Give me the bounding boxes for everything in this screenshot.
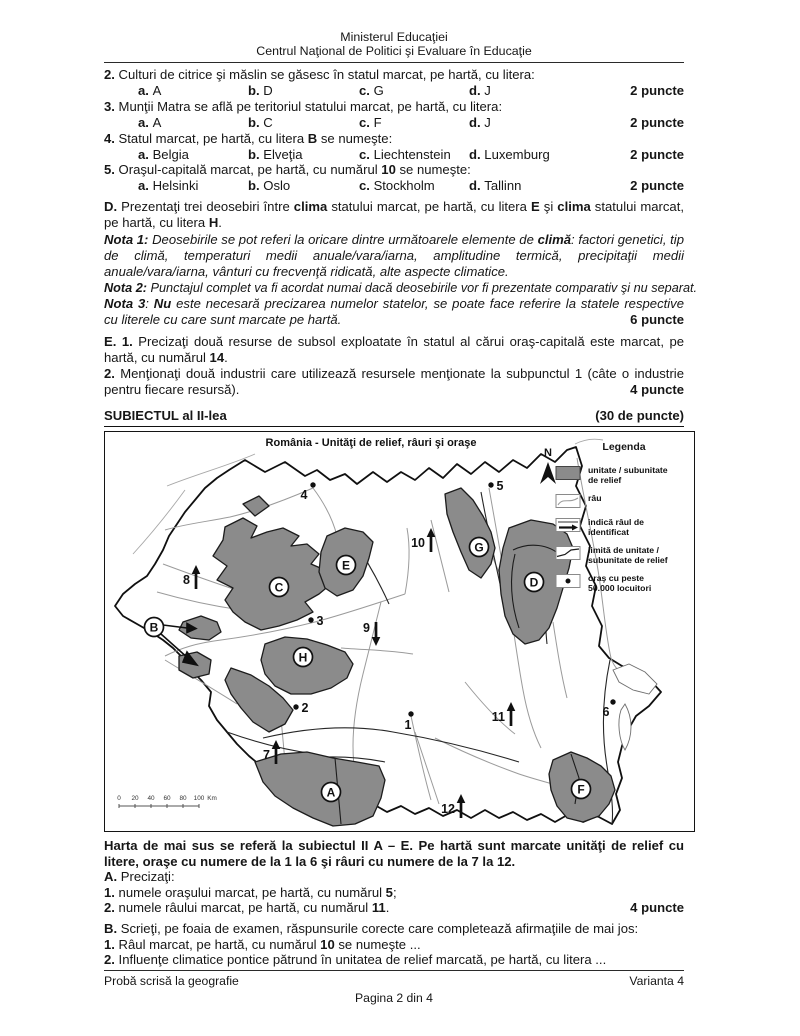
city-dot-4 xyxy=(310,482,315,487)
river-number-8: 8 xyxy=(183,573,190,587)
legend-item-label: limită de unitate / subunitate de relief xyxy=(588,544,668,565)
points-badge: 2 puncte xyxy=(630,114,684,130)
points-badge: 6 puncte xyxy=(630,312,684,328)
city-dot-3 xyxy=(308,617,313,622)
question-5-option-c: c. Stockholm xyxy=(359,178,435,194)
nota-1: Nota 1: Deosebirile se pot referi la oricare dintre următoarele elemente de climă: factori genetici, tip de climă, temperaturi medii anuale/vara/iarna, amplitudine termică, precipitaţii medii anuale/vara/iarna, vânturi cu frecvenţă ridicată, alte aspecte climatice. xyxy=(104,232,684,280)
question-5-stem: 5. Oraşul-capitală marcat, pe hartă, cu numărul 10 se numeşte: xyxy=(104,162,471,178)
relief-letter-F: F xyxy=(577,782,585,797)
city-dot-1 xyxy=(408,711,413,716)
city-number-2: 2 xyxy=(301,701,309,715)
question-2-option-c: c. G xyxy=(359,82,384,98)
section-a-item-2-row xyxy=(104,900,684,916)
question-4-option-a: a. Belgia xyxy=(138,146,189,162)
nota-3-text: Nota 3: Nu este necesară precizarea numelor statelor, se poate face referire la statele respective cu literele cu care sunt marcate pe hartă. xyxy=(104,296,684,328)
legend-items xyxy=(555,465,693,593)
question-4-options xyxy=(104,147,684,163)
city-number-4: 4 xyxy=(300,488,308,502)
city-symbol xyxy=(555,573,582,589)
nota-3 xyxy=(104,296,684,328)
header-center: Centrul Naţional de Politici şi Evaluare în Educaţie xyxy=(256,44,532,58)
notes-block xyxy=(104,232,698,329)
legend-item-label: râu xyxy=(588,492,602,503)
legend-item-river-arrow xyxy=(555,517,693,537)
river-arrow-symbol xyxy=(555,517,582,533)
section-a-item-2: 2. numele râului marcat, pe hartă, cu numărul 11. xyxy=(104,900,390,916)
relief-letter-D: D xyxy=(529,575,539,590)
scale-unit: Km xyxy=(207,795,217,802)
legend-item-label: oraş cu peste 50.000 locuitori xyxy=(588,572,652,593)
scale-label-60: 60 xyxy=(163,795,171,802)
question-3-option-b: b. C xyxy=(248,114,273,130)
question-4-stem: 4. Statul marcat, pe hartă, cu litera B se numeşte: xyxy=(104,130,393,146)
question-3-options xyxy=(104,115,684,131)
river-number-12: 12 xyxy=(441,802,455,816)
question-4-option-b: b. Elveţia xyxy=(248,146,303,162)
city-number-1: 1 xyxy=(404,718,412,732)
river-symbol xyxy=(555,493,582,509)
legend-item-unit-limit xyxy=(555,545,693,565)
points-badge: 2 puncte xyxy=(630,146,684,162)
points-badge: 4 puncte xyxy=(630,900,684,916)
legend-item-river xyxy=(555,493,693,509)
question-4-option-c: c. Liechtenstein xyxy=(359,146,451,162)
subject2-points: (30 de puncte) xyxy=(595,408,684,423)
nota-2: Nota 2: Punctajul complet va fi acordat numai dacă deosebirile vor fi prezentate comparativ şi nu separat. xyxy=(104,281,698,296)
question-2-options xyxy=(104,83,684,99)
footer-exam-name: Probă scrisă la geografie xyxy=(104,974,239,988)
river-number-7: 7 xyxy=(263,748,270,762)
question-3-stem: 3. Munţii Matra se află pe teritoriul statului marcat, pe hartă, cu litera: xyxy=(104,98,503,114)
legend-item-relief-unit xyxy=(555,465,693,485)
after-map-block xyxy=(104,838,684,968)
question-5-option-a: a. Helsinki xyxy=(138,178,199,194)
map-reference-paragraph: Harta de mai sus se referă la subiectul II A – E. Pe hartă sunt marcate unităţi de relief cu litere, oraşe cu numere de la 1 la 6 şi râuri cu numere de la 7 la 12. xyxy=(104,838,684,869)
question-5-option-d: d. Tallinn xyxy=(469,178,522,194)
footer-variant: Varianta 4 xyxy=(629,974,684,988)
footer-page-number: Pagina 2 din 4 xyxy=(355,990,433,1005)
section-b-item-2: 2. Influenţe climatice pontice pătrund în unitatea de relief marcată, pe hartă, cu litera ... xyxy=(104,952,607,968)
legend-item-label: unitate / subunitate de relief xyxy=(588,464,668,485)
page-footer xyxy=(104,970,684,1007)
section-d-paragraph: D. Prezentaţi trei deosebiri între clima statului marcat, pe hartă, cu litera E şi clima statului marcat, pe hartă, cu litera H. xyxy=(104,199,684,230)
subject1-questions xyxy=(104,67,684,194)
question-2-option-b: b. D xyxy=(248,82,273,98)
question-3-option-a: a. A xyxy=(138,114,162,130)
map-legend xyxy=(555,440,693,601)
relief-letter-A: A xyxy=(326,785,336,800)
city-dot-5 xyxy=(488,482,493,487)
river-number-11: 11 xyxy=(491,710,505,724)
legend-title: Legenda xyxy=(602,441,646,453)
legend-item-city xyxy=(555,573,693,593)
north-label: N xyxy=(544,447,552,459)
city-number-6: 6 xyxy=(602,705,610,719)
points-badge: 4 puncte xyxy=(630,381,684,397)
section-e1-paragraph: E. 1. Precizaţi două resurse de subsol exploatate în statul al cărui oraş-capitală este marcat, pe hartă, cu numărul 14. xyxy=(104,334,685,365)
scale-label-20: 20 xyxy=(131,795,139,802)
relief-letter-C: C xyxy=(274,580,284,595)
section-e2-text: 2. Menţionaţi două industrii care utilizează resursele menţionate la subpunctul 1 (câte o industrie pentru fiecare resursă). xyxy=(104,365,684,397)
city-dot-6 xyxy=(610,699,615,704)
section-a-item-1: 1. numele oraşului marcat, pe hartă, cu numărul 5; xyxy=(104,884,397,900)
page-header xyxy=(104,30,684,63)
relief-letter-B: B xyxy=(149,620,159,635)
question-2-option-a: a. A xyxy=(138,82,162,98)
section-a-intro: A. Precizaţi: xyxy=(104,869,175,885)
scale-bar xyxy=(117,795,217,808)
relief-unit-symbol xyxy=(555,465,582,481)
subject2-title: SUBIECTUL al II-lea xyxy=(104,408,227,423)
scale-label-80: 80 xyxy=(179,795,187,802)
question-3-option-d: d. J xyxy=(469,114,491,130)
section-e2-paragraph xyxy=(104,366,684,398)
points-badge: 2 puncte xyxy=(630,82,684,98)
city-number-5: 5 xyxy=(496,479,504,493)
section-b-item-1: 1. Râul marcat, pe hartă, cu numărul 10 se numeşte ... xyxy=(104,936,421,952)
subject2-title-row xyxy=(104,408,684,427)
river-number-9: 9 xyxy=(363,621,370,635)
city-number-3: 3 xyxy=(316,614,324,628)
section-b-intro: B. Scrieţi, pe foaia de examen, răspunsurile corecte care completează afirmaţiile de mai jos: xyxy=(104,920,639,936)
scale-label-40: 40 xyxy=(147,795,155,802)
unit-limit-symbol xyxy=(555,545,582,561)
points-badge: 2 puncte xyxy=(630,178,684,194)
question-2-stem: 2. Culturi de citrice şi măslin se găsesc în statul marcat, pe hartă, cu litera: xyxy=(104,67,535,82)
river-number-10: 10 xyxy=(411,536,425,550)
legend-item-label: indică râul de identificat xyxy=(588,516,645,537)
question-4-option-d: d. Luxemburg xyxy=(469,146,550,162)
question-2-option-d: d. J xyxy=(469,82,491,98)
section-e xyxy=(104,334,684,398)
scale-label-0: 0 xyxy=(117,795,121,802)
romania-relief-map xyxy=(104,431,695,832)
question-5-options xyxy=(104,178,684,194)
relief-unit-A-shape xyxy=(255,752,385,826)
relief-letter-G: G xyxy=(474,540,484,555)
header-ministry: Ministerul Educaţiei xyxy=(340,30,448,44)
map-title: România - Unităţi de relief, râuri şi oraşe xyxy=(265,437,477,449)
question-3-option-c: c. F xyxy=(359,114,382,130)
relief-letter-E: E xyxy=(341,558,351,573)
scale-label-100: 100 xyxy=(193,795,205,802)
city-dot-2 xyxy=(293,704,298,709)
question-5-option-b: b. Oslo xyxy=(248,178,291,194)
relief-letter-H: H xyxy=(298,650,308,665)
